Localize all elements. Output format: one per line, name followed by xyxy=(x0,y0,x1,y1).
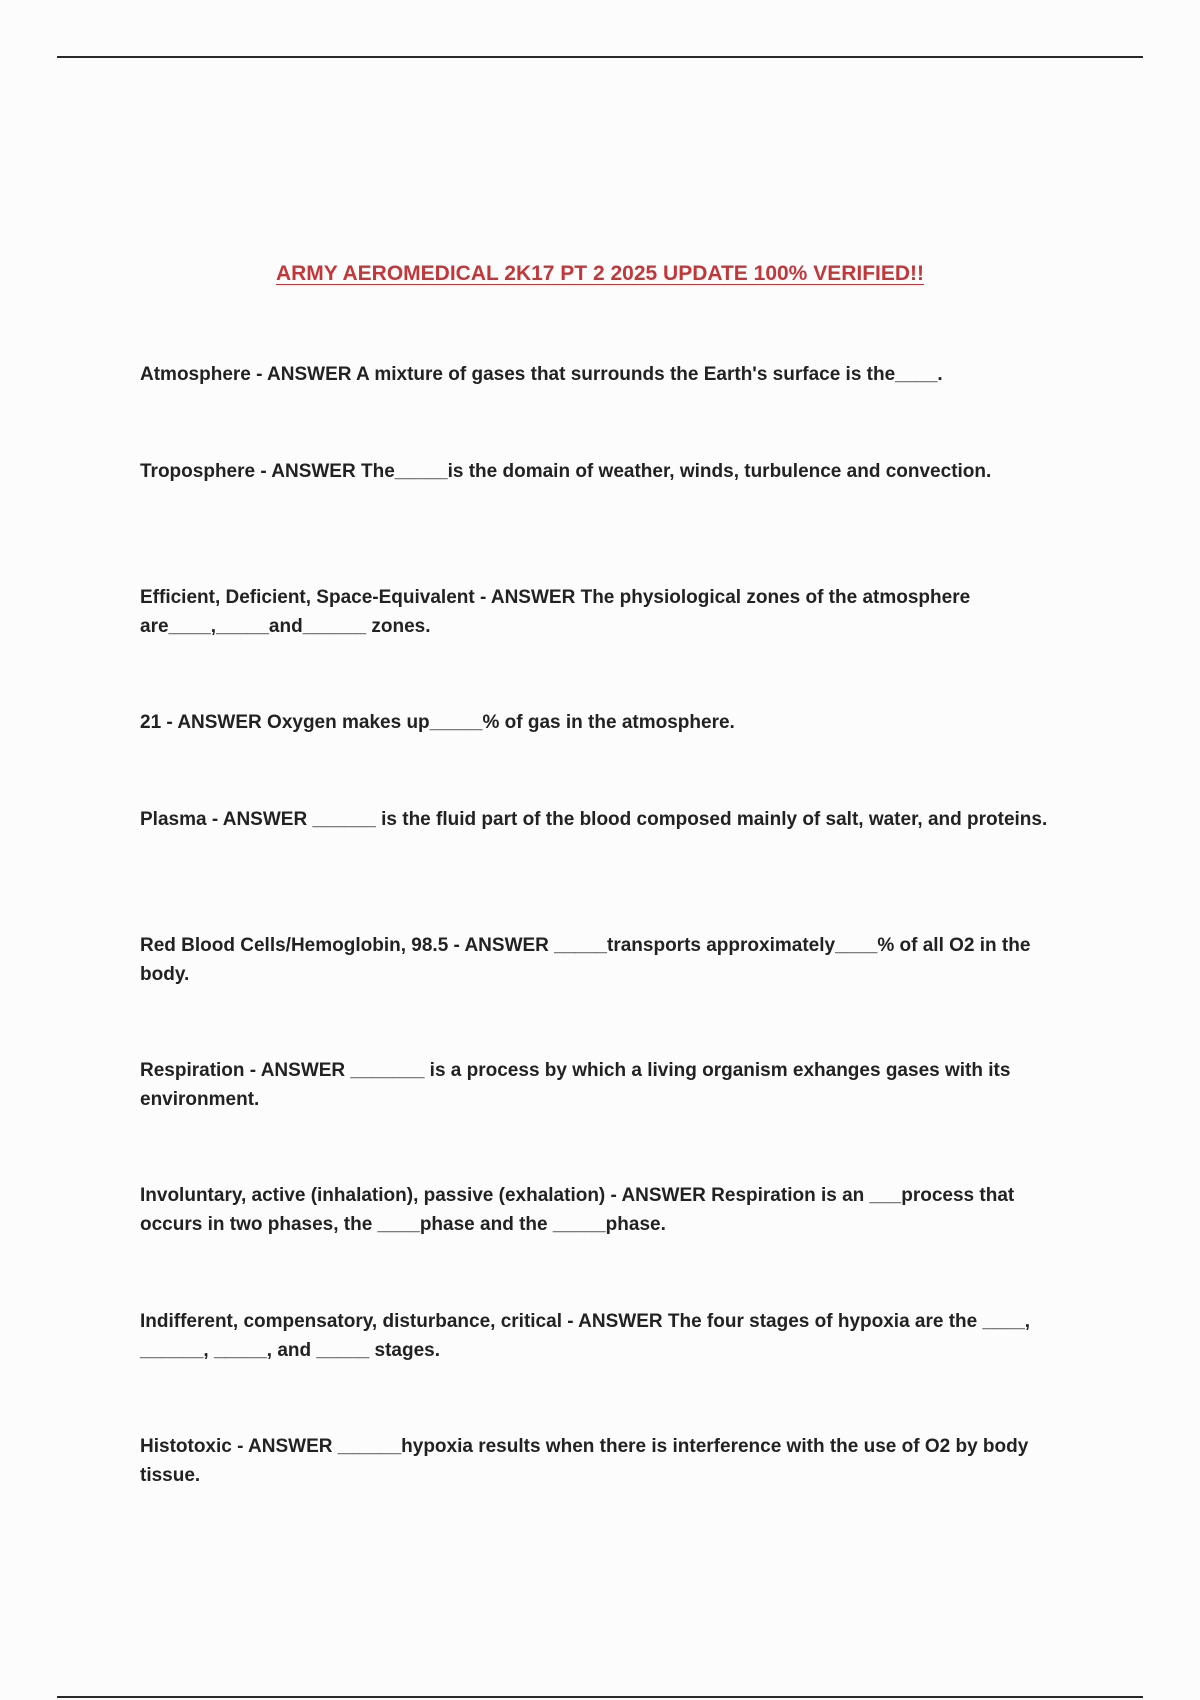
bottom-rule xyxy=(57,1696,1143,1698)
qa-item-physiological-zones: Efficient, Deficient, Space-Equivalent - ANSWER The physiological zones of the atmosphere are____,_____and______ zones. xyxy=(140,587,976,637)
qa-item-troposphere: Troposphere - ANSWER The_____is the domain of weather, winds, turbulence and convection. xyxy=(140,461,992,482)
qa-item-respiration: Respiration - ANSWER _______ is a process by which a living organism exhanges gases with its environment. xyxy=(140,1060,1016,1110)
qa-item-respiration-phases: Involuntary, active (inhalation), passive (exhalation) - ANSWER Respiration is an ___process that occurs in two phases, the ____phase and the _____phase. xyxy=(140,1185,1020,1235)
document-title: ARMY AEROMEDICAL 2K17 PT 2 2025 UPDATE 100% VERIFIED!! xyxy=(275,262,925,285)
qa-item-red-blood-cells: Red Blood Cells/Hemoglobin, 98.5 - ANSWER _____transports approximately____% of all O2 in the body. xyxy=(140,935,1036,985)
qa-item-hypoxia-stages: Indifferent, compensatory, disturbance, critical - ANSWER The four stages of hypoxia are the ____, ______, _____, and _____ stages. xyxy=(140,1311,1036,1361)
qa-item-atmosphere: Atmosphere - ANSWER A mixture of gases that surrounds the Earth's surface is the____. xyxy=(140,364,943,385)
top-rule xyxy=(57,56,1143,58)
qa-item-plasma: Plasma - ANSWER ______ is the fluid part of the blood composed mainly of salt, water, and proteins. xyxy=(140,809,1048,830)
qa-item-oxygen: 21 - ANSWER Oxygen makes up_____% of gas in the atmosphere. xyxy=(140,712,735,733)
qa-item-histotoxic: Histotoxic - ANSWER ______hypoxia results when there is interference with the use of O2 by body tissue. xyxy=(140,1436,1034,1486)
